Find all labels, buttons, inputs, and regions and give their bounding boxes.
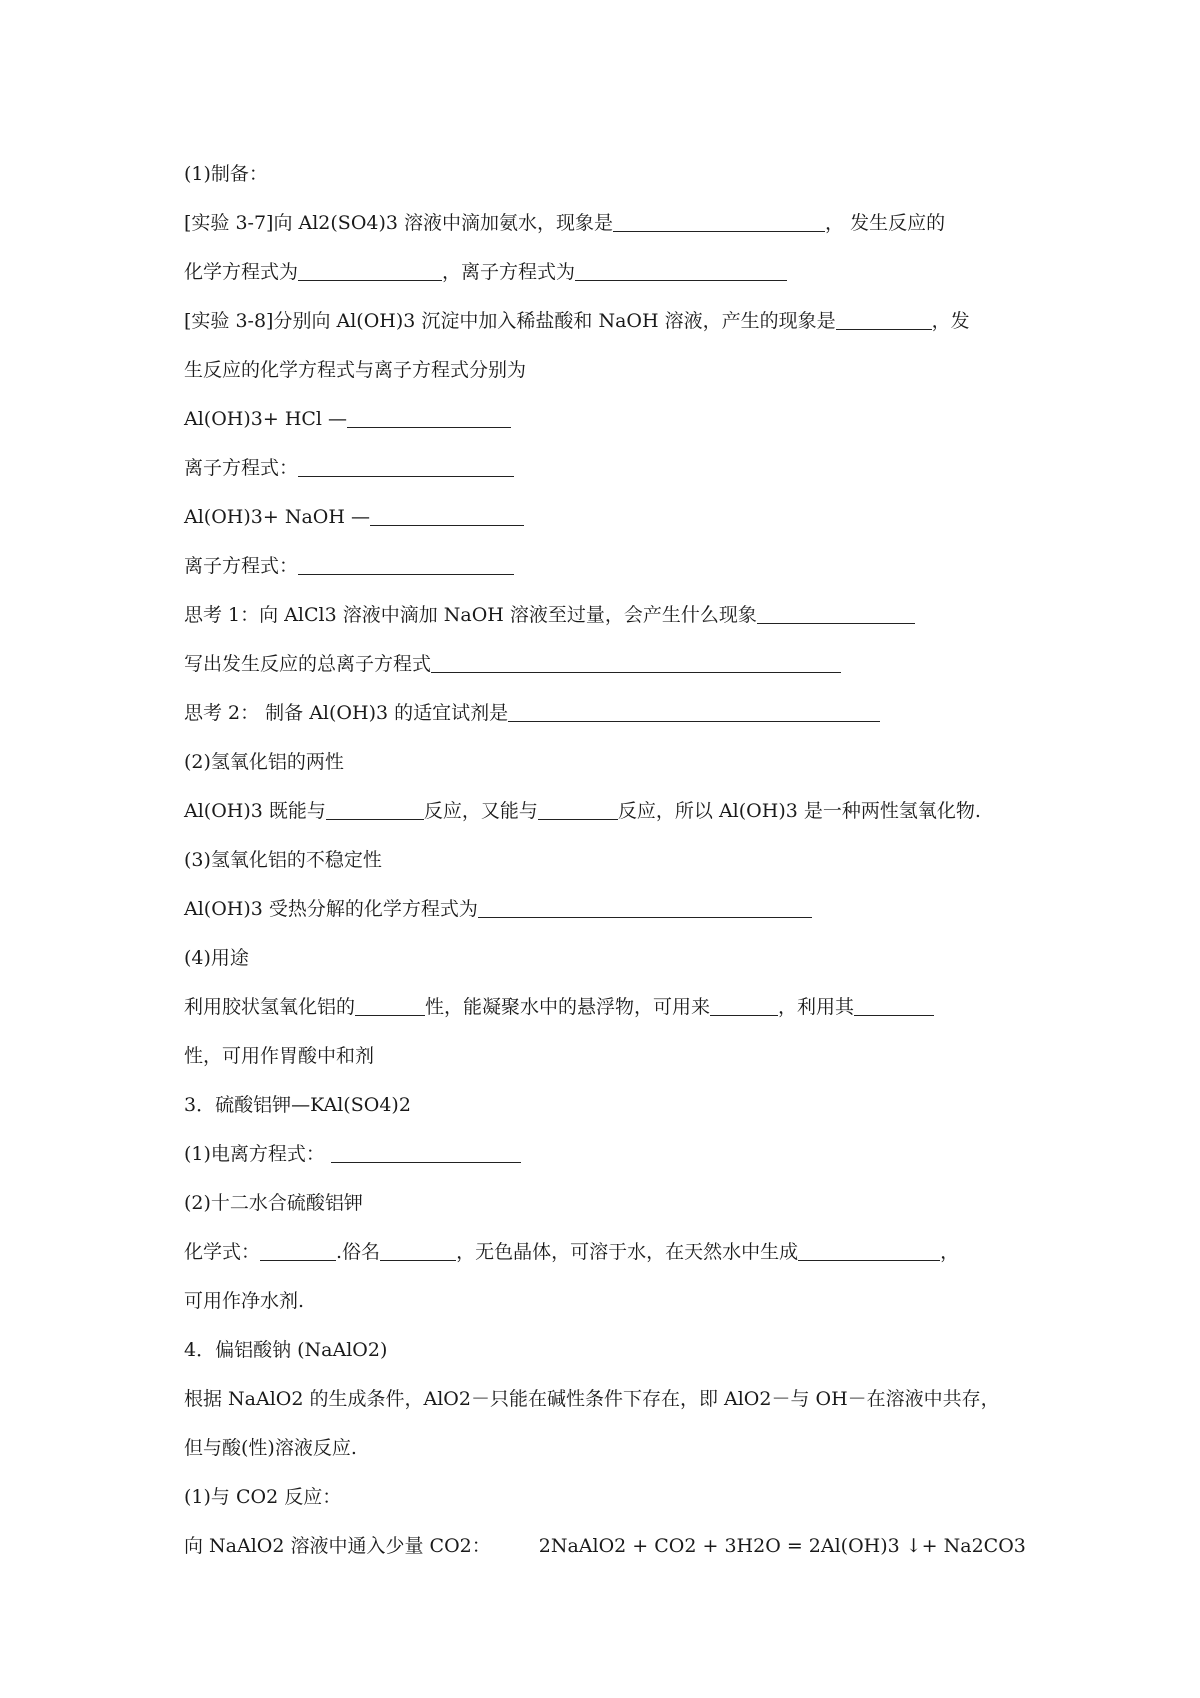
text-line: 思考 1：向 AlCl3 溶液中滴加 NaOH 溶液至过量，会产生什么现象	[184, 591, 1024, 640]
text-line: 化学方程式为 ，离子方程式为	[184, 248, 1024, 297]
text-line	[184, 934, 1024, 983]
text-line: [实验 3-7]向 Al2(SO4)3 溶液中滴加氨水，现象是 ， 发生反应的	[184, 212, 946, 234]
text-line: 可用作净水剂.	[184, 1290, 305, 1312]
text-line: 但与酸(性)溶液反应.	[184, 1437, 357, 1459]
answer-blank[interactable]	[380, 1240, 456, 1261]
text-line: 生反应的化学方程式与离子方程式分别为	[184, 359, 527, 381]
text-line: 离子方程式：	[184, 542, 1024, 591]
section-heading: (4)用途	[184, 947, 249, 969]
answer-blank[interactable]	[298, 554, 514, 575]
answer-blank[interactable]	[613, 211, 825, 232]
text-line: 利用胶状氢氧化铝的 性，能凝聚水中的悬浮物，可用来 ，利用其	[184, 983, 1024, 1032]
text-line: 根据 NaAlO2 的生成条件，AlO2－只能在碱性条件下存在，即 AlO2－与 OH－在溶液中共存，	[184, 1388, 1000, 1410]
answer-blank[interactable]	[298, 260, 442, 281]
section-heading: (3)氢氧化铝的不稳定性	[184, 849, 382, 871]
text-line: 向 NaAlO2 溶液中通入少量 CO2： 2NaAlO2 + CO2 + 3H2O = 2Al(OH)3 ↓+ Na2CO3	[184, 1535, 1026, 1557]
document-page	[184, 150, 1024, 1571]
text-line: Al(OH)3 受热分解的化学方程式为	[184, 885, 1024, 934]
answer-blank[interactable]	[854, 995, 934, 1016]
section-heading: 3．硫酸铝钾—KAl(SO4)2	[184, 1094, 411, 1116]
section-heading: 4．偏铝酸钠 (NaAlO2)	[184, 1339, 388, 1361]
answer-blank[interactable]	[298, 456, 514, 477]
text-line	[184, 150, 1024, 199]
section-heading: (2)氢氧化铝的两性	[184, 751, 344, 773]
text-line: 性，可用作胃酸中和剂	[184, 1045, 375, 1067]
text-line: [实验 3-8]分别向 Al(OH)3 沉淀中加入稀盐酸和 NaOH 溶液，产生的现象是 ，发	[184, 310, 970, 332]
text-line: 离子方程式：	[184, 444, 1024, 493]
text-line	[184, 738, 1024, 787]
answer-blank[interactable]	[355, 995, 425, 1016]
text-line	[184, 836, 1024, 885]
text-line: Al(OH)3+ HCl —	[184, 395, 1024, 444]
text-line: Al(OH)3 既能与 反应，又能与 反应，所以 Al(OH)3 是一种两性氢氧化物.	[184, 800, 981, 822]
section-heading: (1)制备：	[184, 163, 268, 185]
answer-blank[interactable]	[798, 1240, 940, 1261]
answer-blank[interactable]	[836, 309, 932, 330]
answer-blank[interactable]	[538, 799, 618, 820]
answer-blank[interactable]	[508, 701, 880, 722]
answer-blank[interactable]	[370, 505, 524, 526]
answer-blank[interactable]	[757, 603, 915, 624]
answer-blank[interactable]	[431, 652, 841, 673]
answer-blank[interactable]	[331, 1142, 521, 1163]
text-line	[184, 1473, 1024, 1522]
text-line: 思考 2： 制备 Al(OH)3 的适宜试剂是	[184, 689, 1024, 738]
section-heading: (2)十二水合硫酸铝钾	[184, 1192, 363, 1214]
answer-blank[interactable]	[575, 260, 787, 281]
answer-blank[interactable]	[347, 407, 511, 428]
answer-blank[interactable]	[478, 897, 812, 918]
section-heading: (1)与 CO2 反应：	[184, 1486, 342, 1508]
chemical-equation: 2NaAlO2 + CO2 + 3H2O = 2Al(OH)3 ↓+ Na2CO3	[538, 1535, 1026, 1557]
answer-blank[interactable]	[326, 799, 424, 820]
text-line	[184, 1081, 1024, 1130]
text-line	[184, 1179, 1024, 1228]
text-line: 写出发生反应的总离子方程式	[184, 640, 1024, 689]
answer-blank[interactable]	[710, 995, 778, 1016]
text-line: Al(OH)3+ NaOH —	[184, 493, 1024, 542]
text-line	[184, 1326, 1024, 1375]
text-line: (1)电离方程式：	[184, 1130, 1024, 1179]
text-line: 化学式： .俗名 ，无色晶体，可溶于水，在天然水中生成 ，	[184, 1241, 960, 1263]
answer-blank[interactable]	[260, 1240, 336, 1261]
